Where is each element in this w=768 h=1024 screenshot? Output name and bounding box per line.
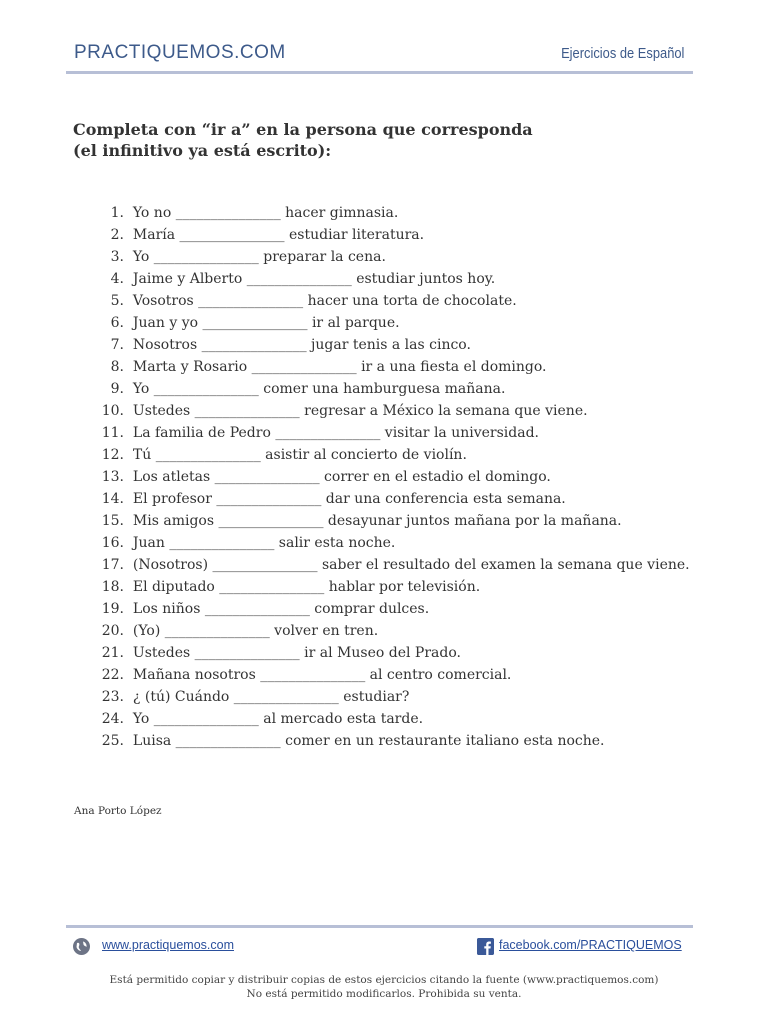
item-number: 3.: [110, 249, 124, 265]
author-name: Ana Porto López: [74, 805, 162, 817]
item-number: 12.: [101, 447, 124, 463]
exercise-item: [88, 312, 728, 334]
copyright-notice: [0, 973, 768, 1001]
item-number: 4.: [110, 271, 124, 287]
item-text: ¿ (tú) Cuándo _______________ estudiar?: [132, 689, 410, 705]
item-number: 7.: [110, 337, 124, 353]
item-number: 6.: [110, 315, 124, 331]
item-text: Jaime y Alberto _______________ estudiar juntos hoy.: [132, 271, 496, 287]
exercise-item: [88, 202, 728, 224]
instructions-line-2: (el infinitivo ya está escrito):: [73, 141, 332, 160]
item-number: 25.: [101, 733, 124, 749]
item-number: 17.: [101, 557, 124, 573]
item-number: 2.: [110, 227, 124, 243]
item-number: 8.: [110, 359, 124, 375]
header-tagline: Ejercicios de Español: [560, 45, 684, 62]
exercise-list: [88, 202, 728, 752]
footer-divider: [66, 925, 693, 928]
facebook-icon[interactable]: [477, 938, 494, 955]
item-text: Luisa _______________ comer en un restaurante italiano esta noche.: [132, 733, 605, 749]
item-text: El profesor _______________ dar una conferencia esta semana.: [132, 491, 566, 507]
item-number: 5.: [110, 293, 124, 309]
item-text: Yo _______________ al mercado esta tarde.: [132, 711, 424, 727]
header-divider: [66, 71, 693, 74]
exercise-item: [88, 268, 728, 290]
exercise-item: [88, 488, 728, 510]
exercise-item: [88, 576, 728, 598]
exercise-item: [88, 378, 728, 400]
facebook-link[interactable]: facebook.com/PRACTIQUEMOS: [499, 938, 682, 952]
exercise-item: [88, 224, 728, 246]
globe-icon: [73, 938, 90, 955]
item-text: Marta y Rosario _______________ ir a una fiesta el domingo.: [132, 359, 547, 375]
item-number: 14.: [101, 491, 124, 507]
item-number: 15.: [101, 513, 124, 529]
item-text: Ustedes _______________ regresar a México la semana que viene.: [132, 403, 588, 419]
exercise-item: [88, 400, 728, 422]
exercise-item: [88, 642, 728, 664]
item-text: Yo _______________ preparar la cena.: [132, 249, 386, 265]
item-number: 18.: [101, 579, 124, 595]
item-number: 13.: [101, 469, 124, 485]
website-link[interactable]: www.practiquemos.com: [102, 938, 234, 952]
item-text: Ustedes _______________ ir al Museo del Prado.: [132, 645, 461, 661]
item-text: Yo no _______________ hacer gimnasia.: [132, 205, 399, 221]
exercise-item: [88, 290, 728, 312]
item-text: Juan y yo _______________ ir al parque.: [132, 315, 400, 331]
item-text: El diputado _______________ hablar por televisión.: [132, 579, 481, 595]
item-text: Nosotros _______________ jugar tenis a las cinco.: [132, 337, 471, 353]
exercise-item: [88, 422, 728, 444]
exercise-item: [88, 686, 728, 708]
item-text: Juan _______________ salir esta noche.: [132, 535, 396, 551]
exercise-item: [88, 444, 728, 466]
item-number: 11.: [101, 425, 124, 441]
exercise-item: [88, 708, 728, 730]
item-number: 22.: [101, 667, 124, 683]
item-number: 19.: [101, 601, 124, 617]
exercise-item: [88, 620, 728, 642]
item-text: (Nosotros) _______________ saber el resultado del examen la semana que viene.: [132, 557, 690, 573]
item-text: La familia de Pedro _______________ visitar la universidad.: [132, 425, 540, 441]
item-text: Los niños _______________ comprar dulces.: [132, 601, 430, 617]
item-number: 1.: [110, 205, 124, 221]
item-text: María _______________ estudiar literatura.: [132, 227, 425, 243]
item-number: 10.: [101, 403, 124, 419]
exercise-item: [88, 554, 728, 576]
item-number: 23.: [101, 689, 124, 705]
exercise-instructions: [73, 119, 693, 161]
item-text: Mañana nosotros _______________ al centro comercial.: [132, 667, 512, 683]
exercise-item: [88, 246, 728, 268]
exercise-item: [88, 356, 728, 378]
notice-line-1: Está permitido copiar y distribuir copias de estos ejercicios citando la fuente (www.practiquemos.com): [109, 974, 659, 986]
item-text: Yo _______________ comer una hamburguesa mañana.: [132, 381, 506, 397]
item-number: 9.: [110, 381, 124, 397]
item-text: Mis amigos _______________ desayunar juntos mañana por la mañana.: [132, 513, 622, 529]
exercise-item: [88, 664, 728, 686]
item-number: 16.: [101, 535, 124, 551]
exercise-item: [88, 532, 728, 554]
item-text: (Yo) _______________ volver en tren.: [132, 623, 379, 639]
notice-line-2: No está permitido modificarlos. Prohibida su venta.: [246, 988, 522, 1000]
item-text: Vosotros _______________ hacer una torta de chocolate.: [132, 293, 517, 309]
item-number: 24.: [101, 711, 124, 727]
exercise-item: [88, 598, 728, 620]
item-number: 20.: [101, 623, 124, 639]
item-text: Tú _______________ asistir al concierto de violín.: [132, 447, 467, 463]
exercise-item: [88, 466, 728, 488]
exercise-item: [88, 510, 728, 532]
instructions-line-1: Completa con “ir a” en la persona que corresponda: [73, 120, 533, 139]
exercise-item: [88, 730, 728, 752]
item-text: Los atletas _______________ correr en el estadio el domingo.: [132, 469, 551, 485]
exercise-item: [88, 334, 728, 356]
site-brand: PRACTIQUEMOS.COM: [74, 42, 286, 63]
item-number: 21.: [101, 645, 124, 661]
